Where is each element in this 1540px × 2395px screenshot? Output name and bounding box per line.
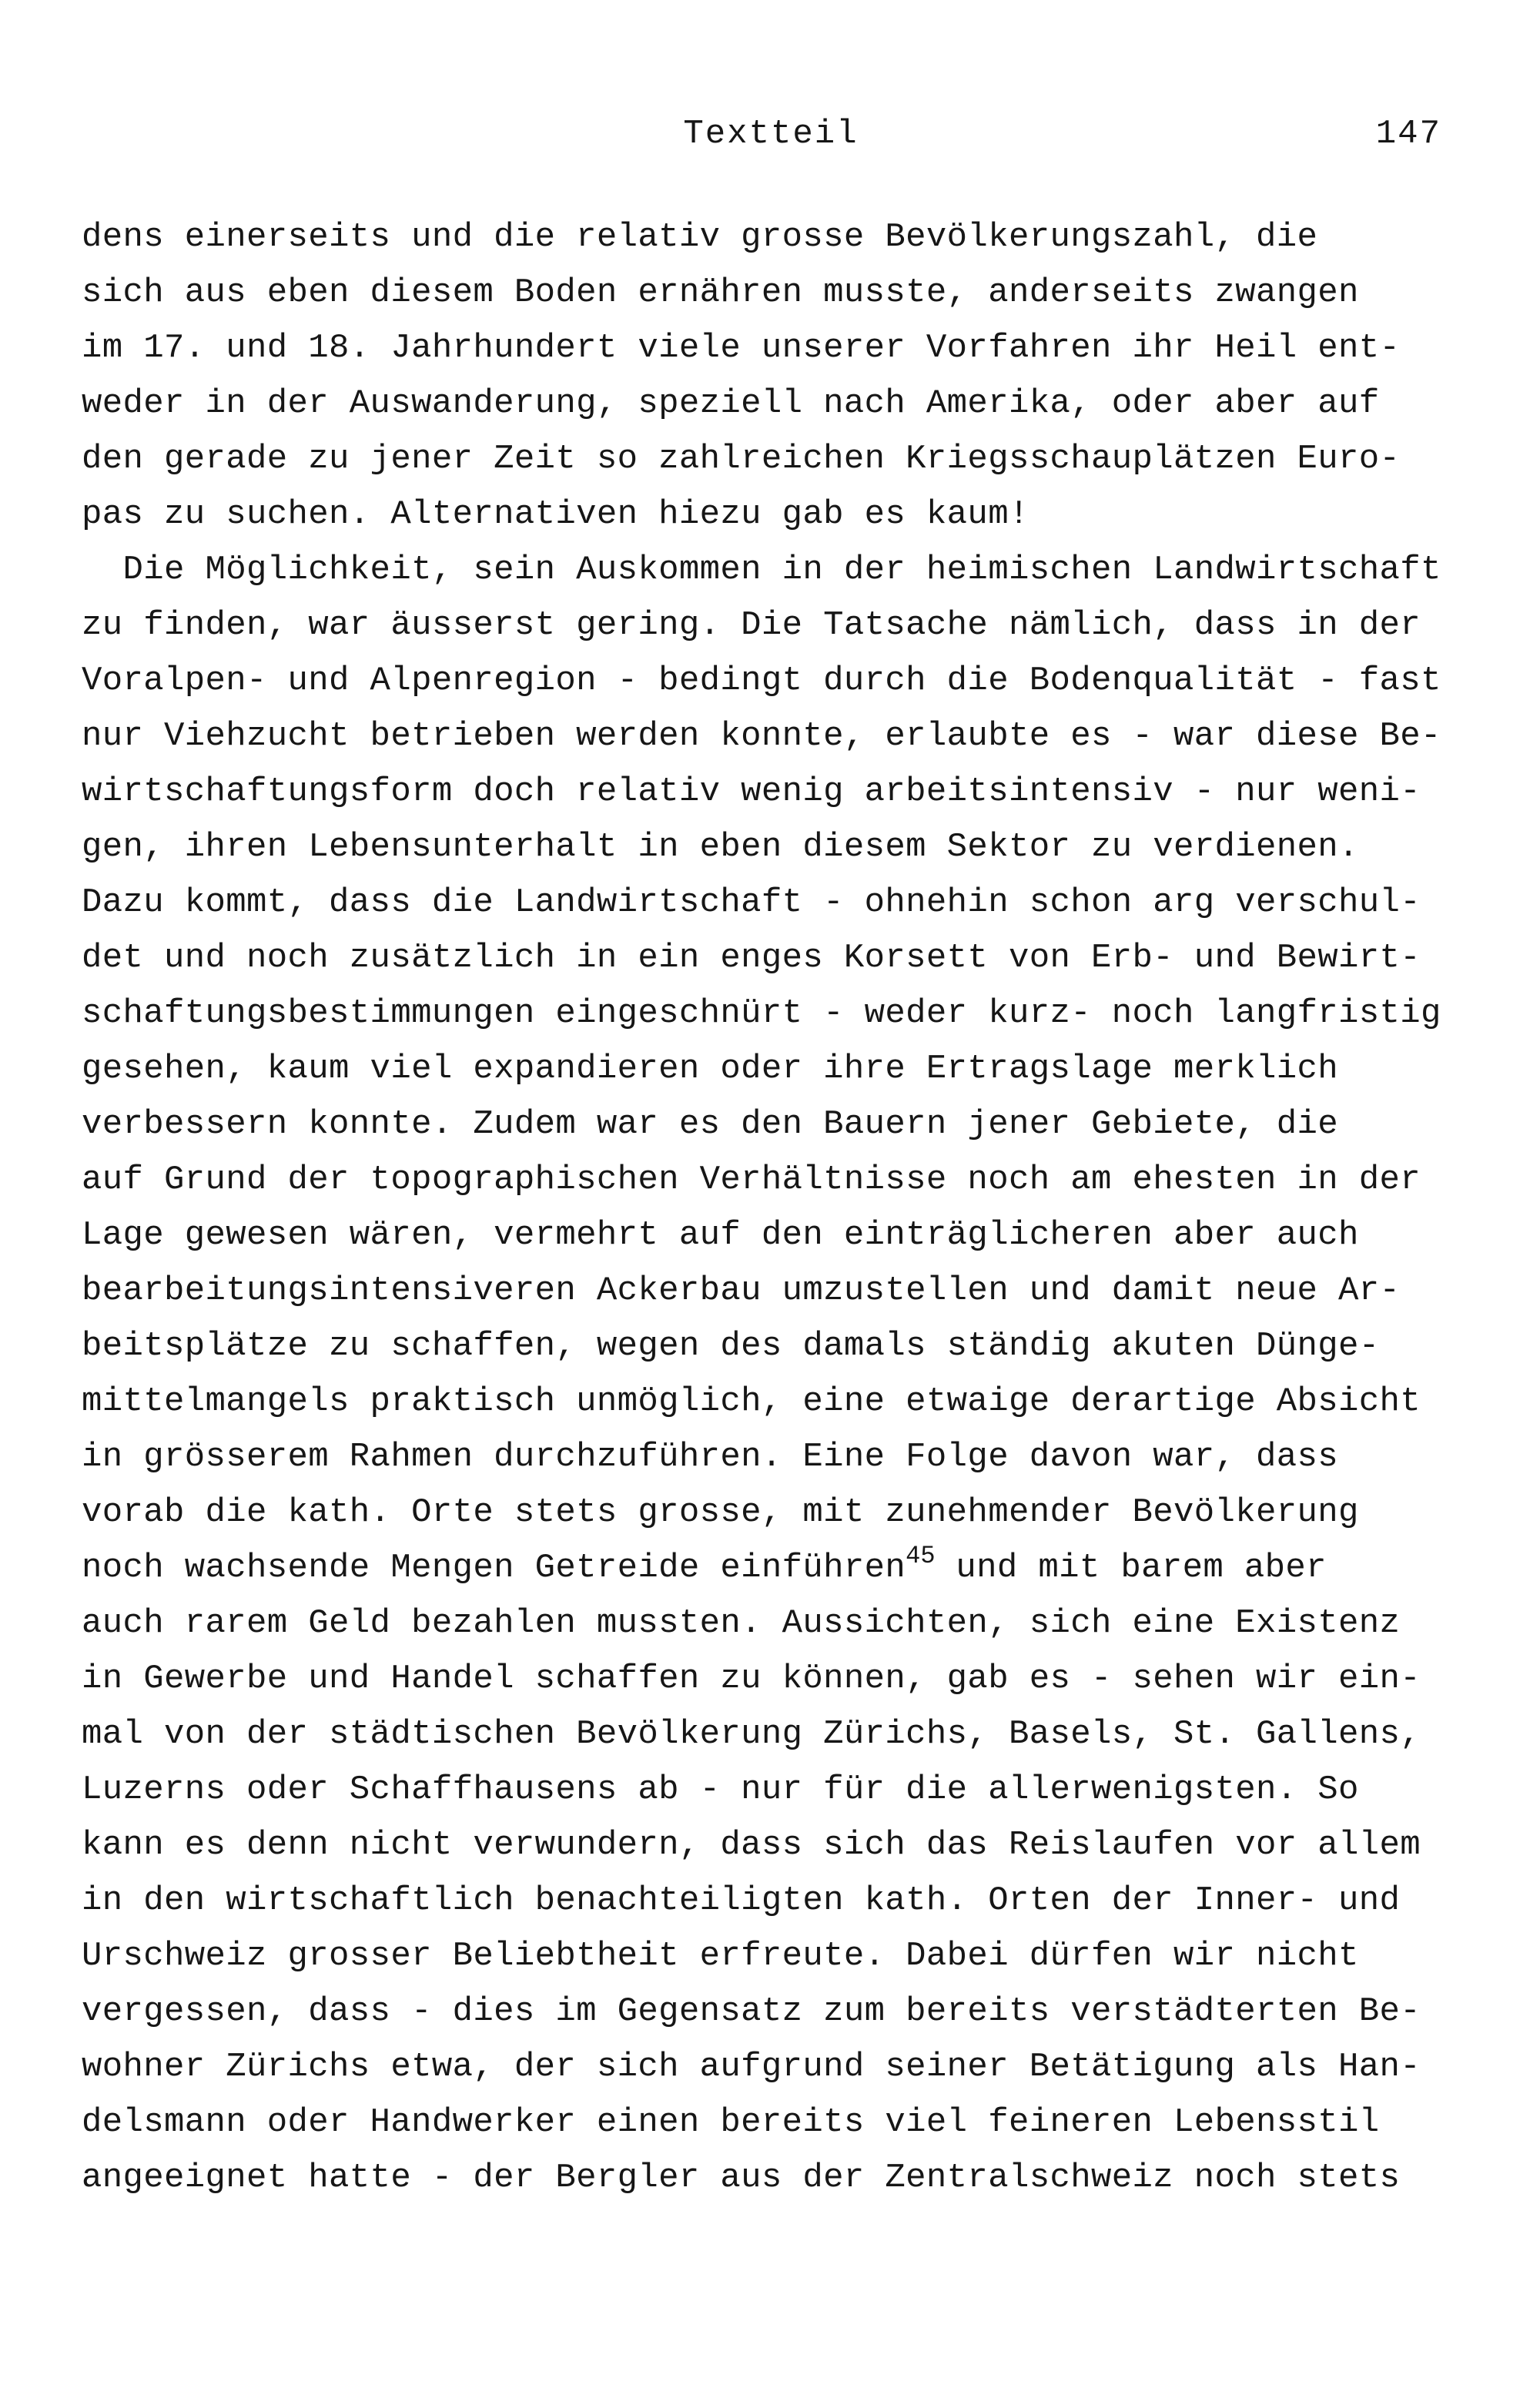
text-line: kann es denn nicht verwundern, dass sich das Reislaufen vor allem bbox=[82, 1826, 1421, 1864]
page-title: Textteil bbox=[683, 115, 859, 153]
text-line: Voralpen- und Alpenregion - bedingt durch die Bodenqualität - fast bbox=[82, 662, 1441, 700]
text-line: schaftungsbestimmungen eingeschnürt - weder kurz- noch langfristig bbox=[82, 994, 1441, 1033]
body-text bbox=[82, 209, 1483, 2206]
text-line: wirtschaftungsform doch relativ wenig arbeitsintensiv - nur weni- bbox=[82, 772, 1421, 811]
text-line: mittelmangels praktisch unmöglich, eine etwaige derartige Absicht bbox=[82, 1382, 1421, 1421]
text-line: bearbeitungsintensiveren Ackerbau umzustellen und damit neue Ar- bbox=[82, 1271, 1401, 1310]
text-line: zu finden, war äusserst gering. Die Tatsache nämlich, dass in der bbox=[82, 606, 1421, 645]
text-line: weder in der Auswanderung, speziell nach Amerika, oder aber auf bbox=[82, 384, 1380, 423]
text-line: mal von der städtischen Bevölkerung Zürichs, Basels, St. Gallens, bbox=[82, 1715, 1421, 1754]
text-line: Lage gewesen wären, vermehrt auf den einträglicheren aber auch bbox=[82, 1216, 1359, 1254]
text-line: im 17. und 18. Jahrhundert viele unserer Vorfahren ihr Heil ent- bbox=[82, 329, 1401, 367]
text-line: vorab die kath. Orte stets grosse, mit zunehmender Bevölkerung bbox=[82, 1493, 1359, 1532]
text-line: in den wirtschaftlich benachteiligten kath. Orten der Inner- und bbox=[82, 1881, 1401, 1920]
text-line: Luzerns oder Schaffhausens ab - nur für die allerwenigsten. So bbox=[82, 1770, 1359, 1809]
text-line: angeeignet hatte - der Bergler aus der Zentralschweiz noch stets bbox=[82, 2159, 1401, 2197]
text-line: dens einerseits und die relativ grosse Bevölkerungszahl, die bbox=[82, 218, 1318, 256]
text-line: delsmann oder Handwerker einen bereits viel feineren Lebensstil bbox=[82, 2103, 1380, 2142]
text-line: verbessern konnte. Zudem war es den Bauern jener Gebiete, die bbox=[82, 1105, 1339, 1144]
text-line: noch wachsende Mengen Getreide einführen$^{45}$ und mit barem aber bbox=[82, 1542, 1327, 1587]
text-line: auch rarem Geld bezahlen mussten. Aussichten, sich eine Existenz bbox=[82, 1604, 1401, 1643]
text-line: Urschweiz grosser Beliebtheit erfreute. Dabei dürfen wir nicht bbox=[82, 1937, 1359, 1975]
text-line: Die Möglichkeit, sein Auskommen in der heimischen Landwirtschaft bbox=[82, 551, 1441, 589]
text-line: pas zu suchen. Alternativen hiezu gab es kaum! bbox=[82, 495, 1029, 534]
text-line: auf Grund der topographischen Verhältnisse noch am ehesten in der bbox=[82, 1161, 1421, 1199]
text-line: den gerade zu jener Zeit so zahlreichen Kriegsschauplätzen Euro- bbox=[82, 440, 1401, 478]
text-line: Dazu kommt, dass die Landwirtschaft - ohnehin schon arg verschul- bbox=[82, 883, 1421, 922]
text-line: wohner Zürichs etwa, der sich aufgrund seiner Betätigung als Han- bbox=[82, 2048, 1421, 2086]
footnote-reference: 45 bbox=[906, 1542, 936, 1570]
text-line: gesehen, kaum viel expandieren oder ihre Ertragslage merklich bbox=[82, 1050, 1339, 1088]
text-line: sich aus eben diesem Boden ernähren musste, anderseits zwangen bbox=[82, 273, 1359, 312]
page-header bbox=[82, 116, 1460, 162]
text-line: nur Viehzucht betrieben werden konnte, erlaubte es - war diese Be- bbox=[82, 717, 1441, 755]
text-line: det und noch zusätzlich in ein enges Korsett von Erb- und Bewirt- bbox=[82, 939, 1421, 977]
text-line: vergessen, dass - dies im Gegensatz zum bereits verstädterten Be- bbox=[82, 1992, 1421, 2031]
text-line: in grösserem Rahmen durchzuführen. Eine Folge davon war, dass bbox=[82, 1438, 1339, 1476]
text-line: beitsplätze zu schaffen, wegen des damals ständig akuten Dünge- bbox=[82, 1327, 1380, 1365]
page-number: 147 bbox=[1375, 115, 1441, 153]
text-line: in Gewerbe und Handel schaffen zu können, gab es - sehen wir ein- bbox=[82, 1660, 1421, 1698]
text-line: gen, ihren Lebensunterhalt in eben diesem Sektor zu verdienen. bbox=[82, 828, 1359, 866]
